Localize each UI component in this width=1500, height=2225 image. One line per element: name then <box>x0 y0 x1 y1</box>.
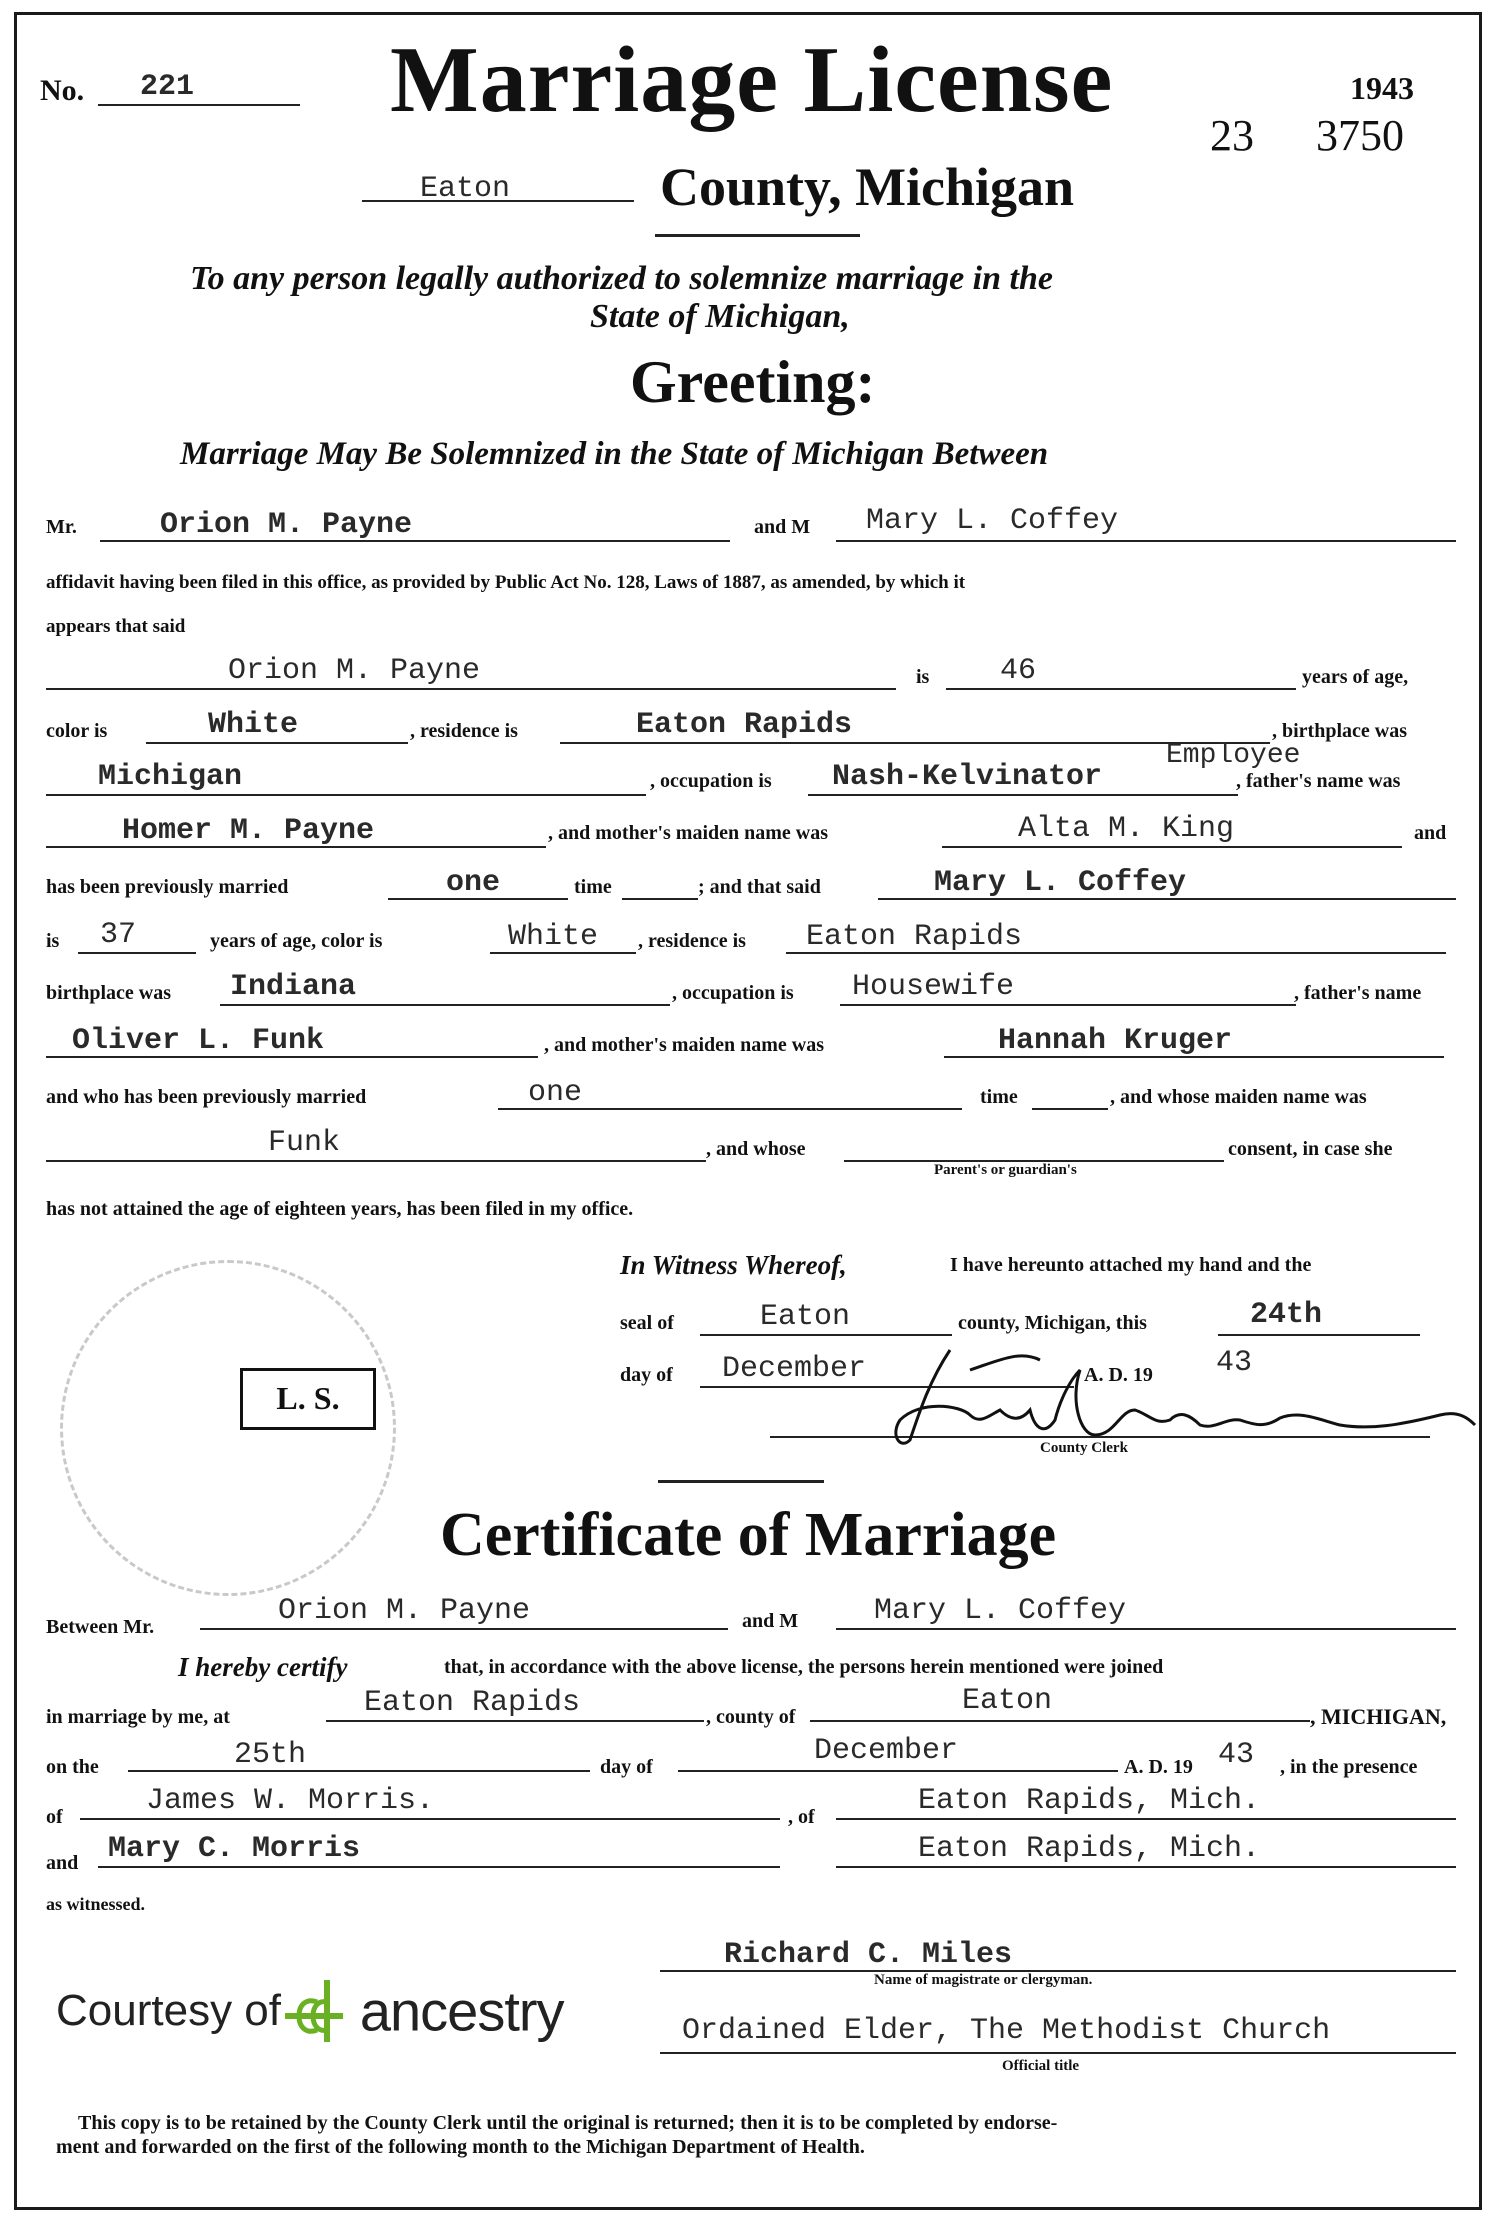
bride-residence: Eaton Rapids <box>806 920 1023 954</box>
on-the-label: on the <box>46 1756 99 1778</box>
affidavit-line-1: affidavit having been filed in this office, as provided by Public Act No. 128, Laws of 1887, as amended, by which it <box>46 572 966 593</box>
in-witness-rest: I have hereunto attached my hand and the <box>950 1254 1312 1276</box>
bride-mother-label: , and mother's maiden name was <box>544 1034 825 1056</box>
bride-father-line <box>46 1056 538 1058</box>
cert-county-line <box>810 1720 1310 1722</box>
county-state-title: County, Michigan <box>660 157 1075 217</box>
witness-day: 24th <box>1250 1298 1323 1332</box>
county-this-label: county, Michigan, this <box>958 1312 1147 1334</box>
bride-occupation-line <box>840 1004 1296 1006</box>
witness-day-line <box>1218 1334 1420 1336</box>
bride-repeat-line <box>878 898 1456 900</box>
michigan-label: , MICHIGAN, <box>1310 1704 1447 1729</box>
groom-repeat-line <box>46 688 896 690</box>
cert-year: 43 <box>1218 1738 1255 1772</box>
bride-residence-line <box>786 952 1446 954</box>
bride-father-label: , father's name <box>1294 982 1422 1004</box>
consent-label: consent, in case she <box>1228 1138 1393 1160</box>
cert-between-label: Between Mr. <box>46 1616 155 1638</box>
hereby-certify: I hereby certify <box>178 1652 348 1682</box>
groom-prev-married: one <box>446 866 501 900</box>
groom-birthplace-line <box>46 794 646 796</box>
fathers-name-label: , father's name was <box>1236 770 1401 792</box>
bride-prev-married-label: and who has been previously married <box>46 1086 367 1108</box>
birthplace-was-label: , birthplace was <box>1272 720 1407 742</box>
groom-age: 46 <box>1000 654 1037 688</box>
day-of-label: day of <box>620 1364 673 1386</box>
groom-occupation-line <box>808 794 1238 796</box>
bride-mother-line <box>944 1056 1444 1058</box>
bride-color-line <box>490 952 636 954</box>
bride-maiden-name: Funk <box>268 1126 341 1160</box>
years-of-age-label: years of age, <box>1302 666 1409 688</box>
cert-month-line <box>678 1770 1118 1772</box>
of-2-label: , of <box>788 1806 815 1828</box>
time-label: time <box>574 876 612 898</box>
address-line-1: To any person legally authorized to solemnize marriage in the <box>190 260 1053 297</box>
courtesy-of-ancestry <box>56 1976 564 2046</box>
in-witness-whereof: In Witness Whereof, <box>620 1250 847 1280</box>
printed-year: 1943 <box>1350 70 1414 106</box>
cert-month: December <box>814 1734 959 1768</box>
mothers-maiden-label: , and mother's maiden name was <box>548 822 829 844</box>
officiant-label: Name of magistrate or clergyman. <box>874 1972 1093 1988</box>
bride-name-line <box>836 540 1456 542</box>
groom-occupation-extra: Employee <box>1166 740 1301 771</box>
groom-prev-line <box>388 898 568 900</box>
groom-color: White <box>208 708 299 742</box>
title-rule <box>655 234 860 237</box>
county-of-label: , county of <box>706 1706 796 1728</box>
footer-note-line-1: This copy is to be retained by the County Clerk until the original is returned; then it is to be completed by endorse- <box>78 2112 1058 2134</box>
witness-county-line <box>700 1334 952 1336</box>
bride-prev-married: one <box>528 1076 583 1110</box>
county-value: Eaton <box>420 172 511 206</box>
document-title: Marriage License <box>390 28 1114 132</box>
and-m-label: and M <box>754 516 811 538</box>
bride-name-repeat: Mary L. Coffey <box>934 866 1187 900</box>
bride-years-label: years of age, color is <box>210 930 383 952</box>
cert-place: Eaton Rapids <box>364 1686 581 1720</box>
bride-name: Mary L. Coffey <box>866 504 1119 538</box>
bride-color: White <box>508 920 599 954</box>
address-line-2: State of Michigan, <box>590 298 850 335</box>
county-clerk-label: County Clerk <box>1040 1440 1128 1456</box>
groom-name: Orion M. Payne <box>160 508 413 542</box>
witness-1-line <box>80 1818 780 1820</box>
residence-label: , residence is <box>410 720 518 742</box>
license-document <box>14 12 1482 2210</box>
witness-2-place-line <box>836 1866 1456 1868</box>
bride-time-label: time <box>980 1086 1018 1108</box>
prev-married-label: has been previously married <box>46 876 289 898</box>
maiden-name-label: , and whose maiden name was <box>1110 1086 1367 1108</box>
officiant-name: Richard C. Miles <box>724 1938 1013 1972</box>
courtesy-of-label: Courtesy of <box>56 1986 281 2035</box>
bride-age: 37 <box>100 918 137 952</box>
hereby-rest: that, in accordance with the above license, the persons herein mentioned were joined <box>444 1656 1164 1678</box>
seal-of-label: seal of <box>620 1312 674 1334</box>
solemnized-between: Marriage May Be Solemnized in the State of Michigan Between <box>180 436 1049 472</box>
cert-bride: Mary L. Coffey <box>874 1594 1127 1628</box>
official-title: Ordained Elder, The Methodist Church <box>682 2014 1331 2048</box>
cert-ad-label: A. D. 19 <box>1124 1756 1193 1778</box>
groom-name-repeat: Orion M. Payne <box>228 654 481 688</box>
witness-county: Eaton <box>760 1300 851 1334</box>
bride-occupation: Housewife <box>852 970 1015 1004</box>
stamp-number-right: 3750 <box>1316 111 1404 160</box>
bride-is-label: is <box>46 930 60 952</box>
witness-2-place: Eaton Rapids, Mich. <box>918 1832 1261 1866</box>
is-label: is <box>916 666 930 688</box>
groom-residence-line <box>560 742 1270 744</box>
groom-name-line <box>100 540 730 542</box>
clerk-signature <box>880 1340 1480 1460</box>
footer-note-line-2: ment and forwarded on the first of the following month to the Michigan Department of Health. <box>56 2136 865 2158</box>
cert-and-m-label: and M <box>742 1610 799 1632</box>
county-line <box>362 200 634 202</box>
and-whose-label: , and whose <box>706 1138 806 1160</box>
and-that-said-label: ; and that said <box>698 876 821 898</box>
groom-age-line <box>946 688 1296 690</box>
cert-day: 25th <box>234 1738 307 1772</box>
witness-ad-label: A. D. 19 <box>1084 1364 1153 1386</box>
license-number-label: No. <box>40 74 85 107</box>
stamp-number-left: 23 <box>1210 111 1254 160</box>
official-title-line <box>660 2052 1456 2054</box>
bride-father: Oliver L. Funk <box>72 1024 325 1058</box>
bride-birthplace-line <box>220 1004 670 1006</box>
bride-age-line <box>78 952 196 954</box>
cert-county: Eaton <box>962 1684 1053 1718</box>
bride-time-line <box>1032 1108 1108 1110</box>
witness-2-line <box>98 1866 780 1868</box>
witness-1-place-line <box>836 1818 1456 1820</box>
section-divider <box>658 1480 824 1483</box>
in-marriage-label: in marriage by me, at <box>46 1706 230 1728</box>
cert-groom-line <box>200 1628 728 1630</box>
bride-residence-label: , residence is <box>638 930 746 952</box>
witness-1-place: Eaton Rapids, Mich. <box>918 1784 1261 1818</box>
groom-father: Homer M. Payne <box>122 814 375 848</box>
cert-groom: Orion M. Payne <box>278 1594 531 1628</box>
ancestry-brand: ancestry <box>359 1979 564 2043</box>
time-line <box>622 898 698 900</box>
color-label: color is <box>46 720 108 742</box>
affidavit-line-2: appears that said <box>46 616 186 637</box>
cert-bride-line <box>836 1628 1456 1630</box>
presence-label: , in the presence <box>1280 1756 1418 1778</box>
mr-label: Mr. <box>46 516 77 538</box>
bride-mother: Hannah Kruger <box>998 1024 1233 1058</box>
groom-father-line <box>46 846 546 848</box>
ancestry-leaf-icon <box>283 1976 357 2046</box>
witness-1-name: James W. Morris. <box>146 1784 435 1818</box>
groom-occupation: Nash-Kelvinator <box>832 760 1103 794</box>
certificate-title: Certificate of Marriage <box>440 1501 1057 1569</box>
greeting: Greeting: <box>630 349 876 415</box>
bride-birthplace-label: birthplace was <box>46 982 171 1004</box>
witness-2-name: Mary C. Morris <box>108 1832 361 1866</box>
witness-year: 43 <box>1216 1346 1253 1380</box>
groom-mother-line <box>942 846 1402 848</box>
groom-color-line <box>146 742 408 744</box>
guardian-label: Parent's or guardian's <box>934 1162 1077 1178</box>
bride-occupation-label: , occupation is <box>672 982 794 1004</box>
bride-maiden-line <box>46 1160 706 1162</box>
occupation-label: , occupation is <box>650 770 772 792</box>
of-label: of <box>46 1806 63 1828</box>
as-witnessed: as witnessed. <box>46 1894 146 1914</box>
cert-and-label: and <box>46 1852 79 1874</box>
license-number-line <box>98 104 300 106</box>
not-attained-text: has not attained the age of eighteen years, has been filed in my office. <box>46 1198 634 1220</box>
groom-birthplace: Michigan <box>98 760 243 794</box>
official-title-label: Official title <box>1002 2058 1080 2074</box>
cert-day-of-label: day of <box>600 1756 653 1778</box>
bride-birthplace: Indiana <box>230 970 357 1004</box>
groom-residence: Eaton Rapids <box>636 708 853 742</box>
cert-day-line <box>128 1770 590 1772</box>
license-number: 221 <box>140 70 195 104</box>
and-label: and <box>1414 822 1447 844</box>
witness-month: December <box>722 1352 867 1386</box>
cert-place-line <box>326 1720 704 1722</box>
ls-box: L. S. <box>240 1368 376 1430</box>
groom-mother: Alta M. King <box>1018 812 1235 846</box>
bride-prev-line <box>498 1108 962 1110</box>
